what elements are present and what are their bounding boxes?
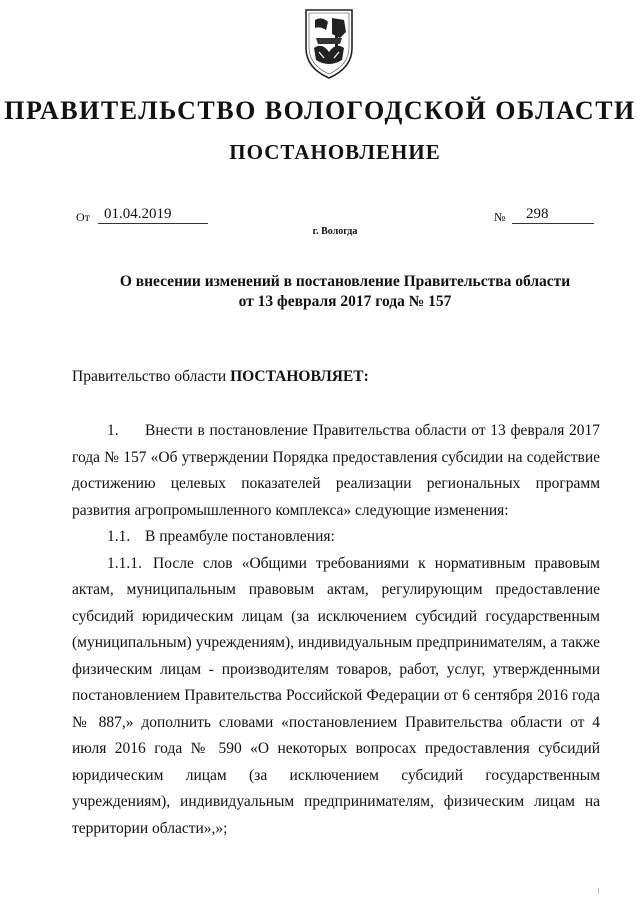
subject-line-1: О внесении изменений в постановление Правительства области xyxy=(119,273,571,290)
scan-edge-mark xyxy=(598,888,599,894)
number-prefix: № xyxy=(494,210,506,224)
paragraph-1-1 xyxy=(72,524,600,551)
subject-line-2: от 13 февраля 2017 года № 157 xyxy=(238,293,452,310)
government-title: ПРАВИТЕЛЬСТВО ВОЛОГОДСКОЙ ОБЛАСТИ xyxy=(4,96,636,125)
document-number: 298 xyxy=(512,205,594,224)
document-subject xyxy=(60,272,630,312)
document-date: 01.04.2019 xyxy=(98,205,208,224)
preamble xyxy=(72,368,369,386)
vologda-coat-of-arms-icon xyxy=(302,8,356,80)
preamble-verb: ПОСТАНОВЛЯЕТ: xyxy=(230,368,369,385)
paragraph-1-number: 1. xyxy=(107,422,119,439)
document-type: ПОСТАНОВЛЕНИЕ xyxy=(229,140,441,164)
paragraph-1-1-text: В преамбуле постановления: xyxy=(145,528,335,545)
paragraph-1-text: Внести в постановление Правительства области от 13 февраля 2017 года № 157 «Об утверждении Порядка предоставления субсидии на содействие достижению целевых показателей реализации региональных программ развития агропромышленного комплекса» следующие изменения: xyxy=(72,422,600,519)
date-prefix: От xyxy=(76,210,90,224)
paragraph-1-1-1 xyxy=(72,551,600,843)
paragraph-1-1-1-number: 1.1.1. xyxy=(107,554,142,572)
paragraph-1-1-number: 1.1. xyxy=(107,528,131,545)
document-body xyxy=(72,418,600,842)
preamble-prefix: Правительство области xyxy=(72,368,231,385)
paragraph-1-1-1-text: После слов «Общими требованиями к нормативным правовым актам, муниципальным правовым актам, регулирующим предоставление субсидий юридическим лицам (за исключением субсидий государственным (муниципальным) учреждениям), индивидуальным предпринимателям, а также физическим лицам - производителям товаров, работ, услуг, утвержденными постановлением Правительства Российской Федерации от 6 сентября 2016 года № 887,» дополнить словами «постановлением Правительства области от 4 июля 2016 года № 590 «О некоторых вопросах предоставления субсидий юридическим лицам (за исключением субсидий государственным учреждениям), индивидуальным предпринимателям, физическим лицам на территории области»,»; xyxy=(72,554,600,837)
date-number-row xyxy=(0,204,640,228)
paragraph-1 xyxy=(72,418,600,524)
city-label: г. Вологда xyxy=(312,226,358,237)
